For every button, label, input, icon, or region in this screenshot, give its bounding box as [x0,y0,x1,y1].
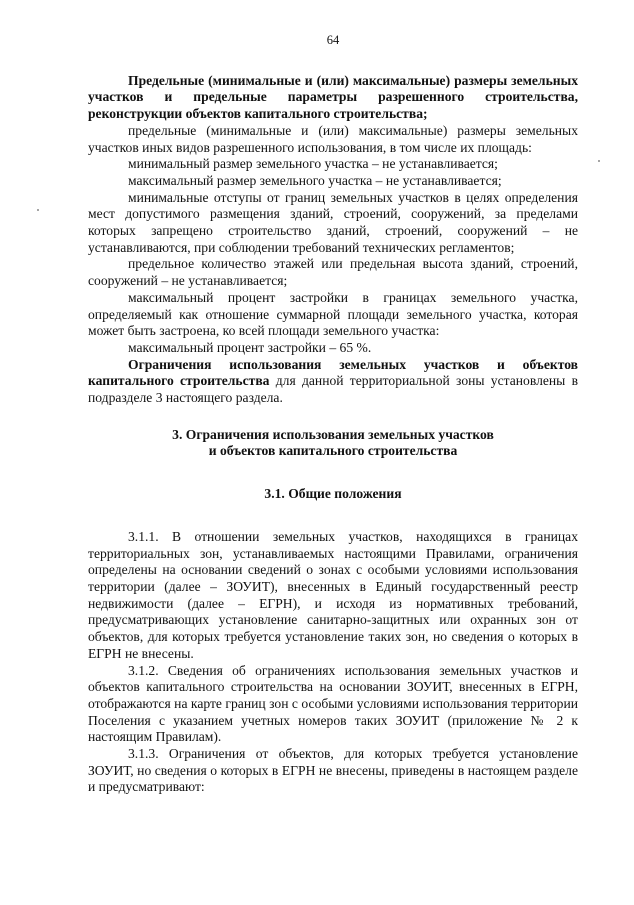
restrictions-ref-rest: для данной территориальной зоны установлены в подразделе 3 настоящего раздела. [88,373,578,406]
paragraph-coverage-value: максимальный процент застройки – 65 %. [128,339,372,355]
section-3-heading-line2: и объектов капитального строительства [208,443,458,459]
paragraph-setbacks: минимальные отступы от границ земельных участков в целях определения мест допустимого размещения зданий, строений, сооружений, за пределами которых запрещено строительство зданий, строений, сооружений – не устанавливаются, при соблюдении требований технических регламентов; [88,189,578,255]
scan-speck [598,160,600,162]
scan-speck [37,209,39,211]
section-3-heading [88,427,578,460]
page-number: 64 [326,33,340,47]
section-3-1-heading: 3.1. Общие положения [264,486,402,502]
limits-title: Предельные (минимальные и (или) максимальные) размеры земельных участков и предельные параметры разрешенного строительства, реконструкции объектов капитального строительства; [88,72,578,122]
paragraph-restrictions-ref [88,357,578,407]
paragraph-floors: предельное количество этажей или предельная высота зданий, строений, сооружений – не устанавливается; [88,256,578,289]
paragraph-3-1-3: 3.1.3. Ограничения от объектов, для которых требуется установление ЗОУИТ, но сведения о которых в ЕГРН не внесены, приведены в настоящем разделе и предусматривают: [88,746,578,795]
paragraph-3-1-2: 3.1.2. Сведения об ограничениях использования земельных участков и объектов капитального строительства на основании ЗОУИТ, внесенных в ЕГРН, отображаются на карте границ зон с особыми условиями использования территории Поселения с указанием учетных номеров таких ЗОУИТ (приложение № 2 к настоящим Правилам). [88,662,578,745]
paragraph-max-size: максимальный размер земельного участка – не устанавливается; [128,172,502,188]
paragraph-3-1-1: 3.1.1. В отношении земельных участков, находящихся в границах территориальных зон, устанавливаемых настоящими Правилами, ограничения определены на основании сведений о зонах с особыми условиями использования территории (далее – ЗОУИТ), внесенных в Единый государственный реестр недвижимости (далее – ЕГРН), и исходя из нормативных требований, предусматривающих установление санитарно-защитных или охранных зон от объектов, для которых требуется установление таких зон, но сведения о которых в ЕГРН не внесены. [88,528,578,661]
paragraph-min-size: минимальный размер земельного участка – не устанавливается; [128,156,498,172]
paragraph-plot-sizes: предельные (минимальные и (или) максимальные) размеры земельных участков иных видов разрешенного использования, в том числе их площадь: [88,122,578,155]
section-3-heading-line1: 3. Ограничения использования земельных участков [172,426,494,442]
restrictions-ref-bold: Ограничения использования земельных участков и объектов капитального строительства [88,356,578,389]
paragraph-coverage-def: максимальный процент застройки в границах земельного участка, определяемый как отношение суммарной площади земельного участка, которая может быть застроена, ко всей площади земельного участка: [88,289,578,339]
